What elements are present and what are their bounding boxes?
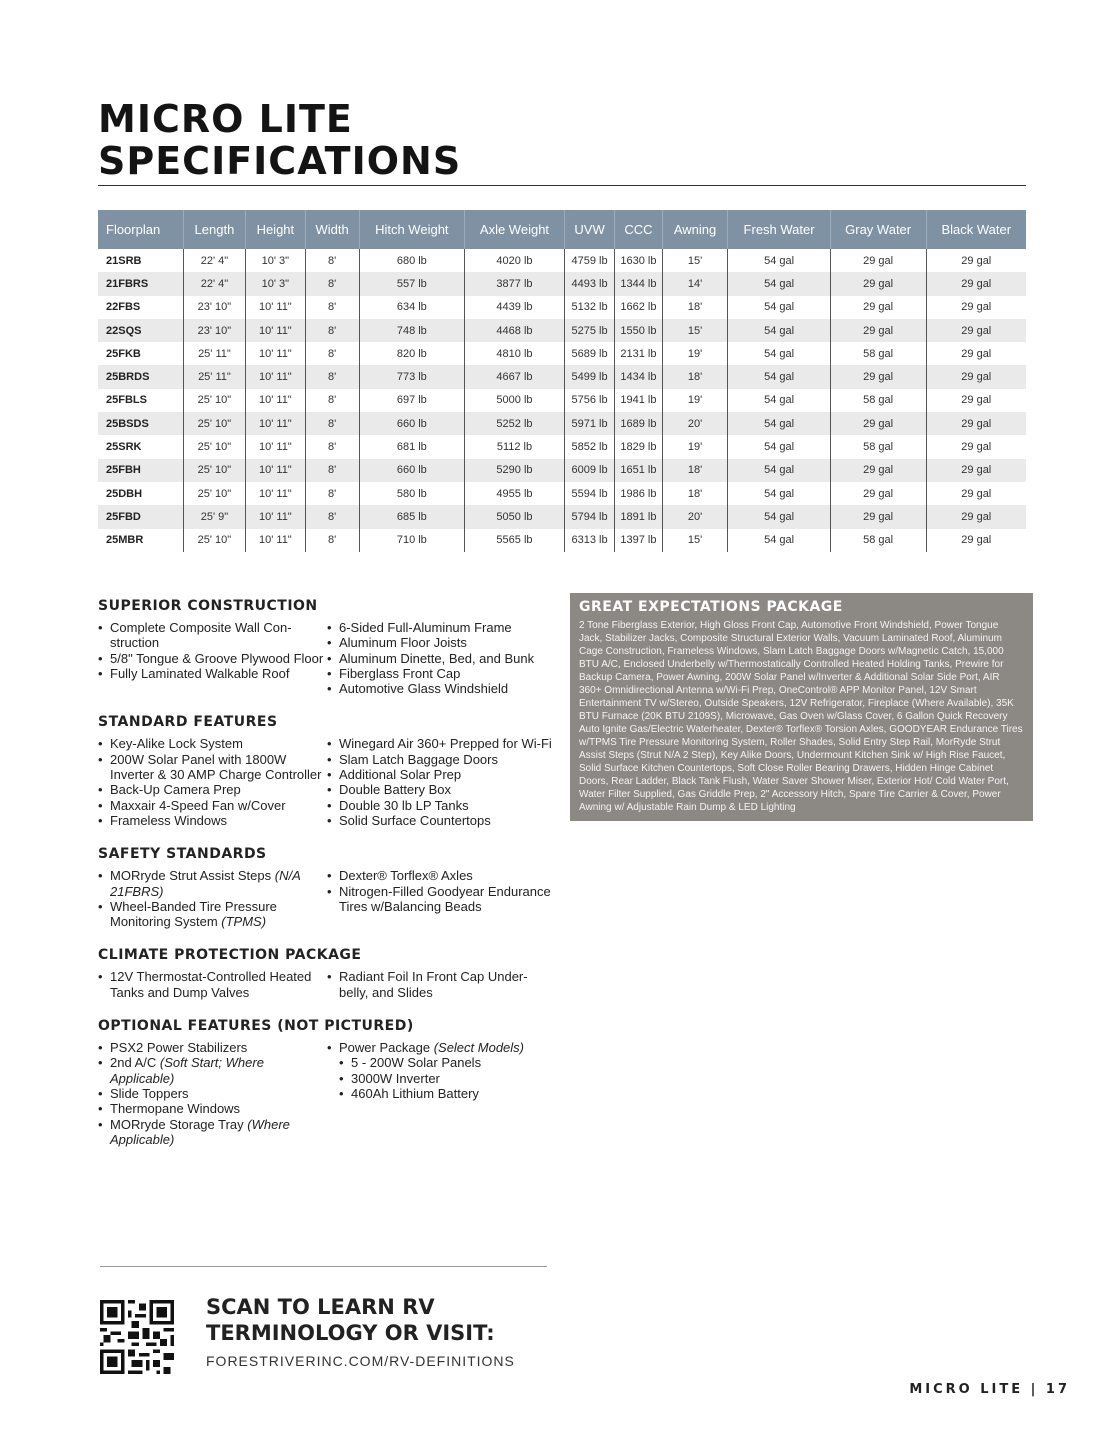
table-cell: 681 lb bbox=[359, 435, 464, 458]
list-item: • Slam Latch Baggage Doors bbox=[327, 752, 553, 767]
floorplan-cell: 25BRDS bbox=[98, 365, 183, 388]
table-cell: 634 lb bbox=[359, 296, 464, 319]
superior-construction-list bbox=[98, 620, 553, 696]
list-item: • Solid Surface Countertops bbox=[327, 813, 553, 828]
table-cell: 820 lb bbox=[359, 342, 464, 365]
table-cell: 29 gal bbox=[830, 272, 926, 295]
item-text: Power Package bbox=[339, 1040, 431, 1056]
table-cell: 54 gal bbox=[728, 249, 830, 272]
table-cell: 29 gal bbox=[926, 296, 1026, 319]
table-cell: 29 gal bbox=[926, 505, 1026, 528]
table-cell: 10' 11" bbox=[246, 296, 306, 319]
table-cell: 54 gal bbox=[728, 435, 830, 458]
table-cell: 18' bbox=[662, 365, 728, 388]
table-cell: 29 gal bbox=[926, 249, 1026, 272]
table-row bbox=[98, 365, 1026, 388]
table-cell: 1662 lb bbox=[615, 296, 663, 319]
list-item: • Radiant Foil In Front Cap Under- belly, and Slides bbox=[327, 969, 553, 1000]
table-cell: 54 gal bbox=[728, 296, 830, 319]
table-cell: 10' 3" bbox=[246, 249, 306, 272]
table-cell: 54 gal bbox=[728, 342, 830, 365]
climate-protection-heading: CLIMATE PROTECTION PACKAGE bbox=[98, 947, 362, 964]
list-item bbox=[98, 1117, 327, 1148]
table-cell: 660 lb bbox=[359, 412, 464, 435]
table-cell: 685 lb bbox=[359, 505, 464, 528]
table-cell: 1941 lb bbox=[615, 389, 663, 412]
table-cell: 29 gal bbox=[926, 389, 1026, 412]
table-cell: 23' 10" bbox=[183, 296, 245, 319]
table-cell: 25' 10" bbox=[183, 412, 245, 435]
table-header-row bbox=[98, 210, 1026, 249]
list-item: • Frameless Windows bbox=[98, 813, 327, 828]
table-cell: 5050 lb bbox=[465, 505, 565, 528]
table-cell: 29 gal bbox=[926, 342, 1026, 365]
table-cell: 25' 10" bbox=[183, 389, 245, 412]
table-cell: 5275 lb bbox=[564, 319, 614, 342]
list-item: • Winegard Air 360+ Prepped for Wi-Fi bbox=[327, 736, 553, 751]
column-header: Length bbox=[183, 210, 245, 249]
list-item: • Aluminum Dinette, Bed, and Bunk bbox=[327, 651, 553, 666]
table-cell: 5290 lb bbox=[465, 459, 565, 482]
item-text: MORryde Strut Assist Steps bbox=[110, 868, 272, 884]
table-cell: 2131 lb bbox=[615, 342, 663, 365]
table-cell: 557 lb bbox=[359, 272, 464, 295]
table-cell: 54 gal bbox=[728, 389, 830, 412]
column-header: Fresh Water bbox=[728, 210, 830, 249]
table-cell: 58 gal bbox=[830, 529, 926, 552]
list-item: • Complete Composite Wall Con- struction bbox=[98, 620, 327, 651]
table-row bbox=[98, 249, 1026, 272]
list-item: • Automotive Glass Windshield bbox=[327, 681, 553, 696]
table-cell: 5689 lb bbox=[564, 342, 614, 365]
list-item: • Fully Laminated Walkable Roof bbox=[98, 666, 327, 681]
definitions-link[interactable]: FORESTRIVERINC.COM/RV-DEFINITIONS bbox=[206, 1353, 515, 1369]
table-cell: 5565 lb bbox=[465, 529, 565, 552]
list-item: • Thermopane Windows bbox=[98, 1101, 327, 1116]
list-item bbox=[327, 1040, 553, 1055]
table-cell: 25' 11" bbox=[183, 365, 245, 388]
table-cell: 29 gal bbox=[926, 412, 1026, 435]
floorplan-cell: 25SRK bbox=[106, 441, 142, 454]
list-item: • Aluminum Floor Joists bbox=[327, 635, 553, 650]
page-folio: MICRO LITE | 17 bbox=[909, 1382, 1070, 1397]
table-cell: 54 gal bbox=[728, 482, 830, 505]
list-item: • Dexter® Torflex® Axles bbox=[327, 868, 553, 883]
table-cell: 6009 lb bbox=[564, 459, 614, 482]
table-cell: 22' 4" bbox=[183, 272, 245, 295]
floorplan-cell: 25FBH bbox=[98, 459, 183, 482]
table-cell: 29 gal bbox=[830, 296, 926, 319]
list-item: • Fiberglass Front Cap bbox=[327, 666, 553, 681]
title-line-1: MICRO LITE bbox=[98, 97, 353, 141]
list-item: • 5/8" Tongue & Groove Plywood Floor bbox=[98, 651, 327, 666]
table-cell: 10' 11" bbox=[246, 529, 306, 552]
table-cell: 18' bbox=[662, 459, 728, 482]
table-row bbox=[98, 272, 1026, 295]
floorplan-cell: 25FBLS bbox=[106, 394, 147, 407]
table-cell: 8' bbox=[305, 296, 359, 319]
table-row bbox=[98, 389, 1026, 412]
table-cell: 1986 lb bbox=[615, 482, 663, 505]
table-cell: 15' bbox=[662, 529, 728, 552]
floorplan-cell: 21SRB bbox=[106, 254, 142, 267]
table-cell: 5499 lb bbox=[564, 365, 614, 388]
table-cell: 10' 11" bbox=[246, 482, 306, 505]
table-cell: 1434 lb bbox=[615, 365, 663, 388]
table-cell: 25' 9" bbox=[183, 505, 245, 528]
table-cell: 29 gal bbox=[926, 319, 1026, 342]
features-column bbox=[98, 598, 553, 1147]
table-cell: 20' bbox=[662, 412, 728, 435]
title-line-2: SPECIFICATIONS bbox=[98, 139, 462, 183]
table-cell: 19' bbox=[662, 342, 728, 365]
table-row bbox=[98, 342, 1026, 365]
table-cell: 58 gal bbox=[830, 435, 926, 458]
table-cell: 8' bbox=[305, 365, 359, 388]
standard-features-heading: STANDARD FEATURES bbox=[98, 714, 278, 731]
scan-heading bbox=[206, 1294, 495, 1346]
table-cell: 4667 lb bbox=[465, 365, 565, 388]
item-text: Wheel-Banded Tire Pressure Monitoring System bbox=[110, 898, 277, 930]
list-item: • 6-Sided Full-Aluminum Frame bbox=[327, 620, 553, 635]
table-cell: 8' bbox=[305, 389, 359, 412]
column-header: Awning bbox=[662, 210, 728, 249]
item-note: (TPMS) bbox=[221, 914, 267, 930]
table-cell: 25' 10" bbox=[183, 459, 245, 482]
table-cell: 19' bbox=[662, 435, 728, 458]
table-cell: 5594 lb bbox=[564, 482, 614, 505]
table-cell: 5252 lb bbox=[465, 412, 565, 435]
column-header: Hitch Weight bbox=[359, 210, 464, 249]
floorplan-cell: 22FBS bbox=[106, 301, 141, 314]
table-cell: 29 gal bbox=[830, 505, 926, 528]
list-item: • 200W Solar Panel with 1800W Inverter & 30 AMP Charge Controller bbox=[98, 752, 327, 783]
table-cell: 15' bbox=[662, 319, 728, 342]
table-cell: 29 gal bbox=[926, 365, 1026, 388]
table-cell: 22' 4" bbox=[183, 249, 245, 272]
sub-list-item: • 460Ah Lithium Battery bbox=[327, 1086, 553, 1101]
table-row bbox=[98, 505, 1026, 528]
table-cell: 10' 11" bbox=[246, 435, 306, 458]
table-row bbox=[98, 412, 1026, 435]
table-cell: 1891 lb bbox=[615, 505, 663, 528]
item-text: MORryde Storage Tray bbox=[110, 1116, 244, 1132]
column-header: Axle Weight bbox=[465, 210, 565, 249]
table-cell: 1550 lb bbox=[615, 319, 663, 342]
list-item: • Nitrogen-Filled Goodyear Endurance Tires w/Balancing Beads bbox=[327, 884, 553, 915]
table-cell: 8' bbox=[305, 505, 359, 528]
table-cell: 54 gal bbox=[728, 412, 830, 435]
table-cell: 14' bbox=[662, 272, 728, 295]
scan-heading-line-2: TERMINOLOGY OR VISIT: bbox=[206, 1321, 495, 1345]
list-item bbox=[98, 1055, 327, 1086]
table-cell: 4439 lb bbox=[465, 296, 565, 319]
table-cell: 29 gal bbox=[830, 482, 926, 505]
list-item: • Slide Toppers bbox=[98, 1086, 327, 1101]
sub-list-item: • 3000W Inverter bbox=[327, 1071, 553, 1086]
table-cell: 29 gal bbox=[830, 319, 926, 342]
table-cell: 8' bbox=[305, 412, 359, 435]
table-cell: 1651 lb bbox=[615, 459, 663, 482]
floorplan-cell: 25FBD bbox=[98, 505, 183, 528]
table-cell: 10' 11" bbox=[246, 342, 306, 365]
table-cell: 773 lb bbox=[359, 365, 464, 388]
table-cell: 680 lb bbox=[359, 249, 464, 272]
table-cell: 1630 lb bbox=[615, 249, 663, 272]
table-cell: 6313 lb bbox=[564, 529, 614, 552]
list-item: • Maxxair 4-Speed Fan w/Cover bbox=[98, 798, 327, 813]
list-item: • Double 30 lb LP Tanks bbox=[327, 798, 553, 813]
column-header: Width bbox=[305, 210, 359, 249]
column-header: UVW bbox=[564, 210, 614, 249]
table-cell: 5794 lb bbox=[564, 505, 614, 528]
table-cell: 29 gal bbox=[926, 272, 1026, 295]
table-cell: 5852 lb bbox=[564, 435, 614, 458]
floorplan-cell: 25MBR bbox=[106, 534, 144, 547]
table-cell: 4759 lb bbox=[564, 249, 614, 272]
table-cell: 54 gal bbox=[728, 459, 830, 482]
table-cell: 4468 lb bbox=[465, 319, 565, 342]
table-cell: 1397 lb bbox=[615, 529, 663, 552]
list-item: • Double Battery Box bbox=[327, 782, 553, 797]
table-cell: 4493 lb bbox=[564, 272, 614, 295]
table-cell: 5132 lb bbox=[564, 296, 614, 319]
table-cell: 5112 lb bbox=[465, 435, 565, 458]
table-cell: 29 gal bbox=[830, 412, 926, 435]
table-cell: 710 lb bbox=[359, 529, 464, 552]
table-cell: 54 gal bbox=[728, 365, 830, 388]
table-cell: 8' bbox=[305, 435, 359, 458]
table-row bbox=[98, 529, 1026, 552]
item-note: (Select Models) bbox=[433, 1040, 524, 1056]
table-cell: 3877 lb bbox=[465, 272, 565, 295]
table-cell: 25' 10" bbox=[183, 435, 245, 458]
column-header: CCC bbox=[615, 210, 663, 249]
table-cell: 23' 10" bbox=[183, 319, 245, 342]
table-cell: 5000 lb bbox=[465, 389, 565, 412]
table-cell: 8' bbox=[305, 342, 359, 365]
table-cell: 29 gal bbox=[926, 529, 1026, 552]
footer-divider bbox=[100, 1266, 547, 1267]
table-cell: 8' bbox=[305, 529, 359, 552]
table-cell: 20' bbox=[662, 505, 728, 528]
table-row bbox=[98, 296, 1026, 319]
table-cell: 19' bbox=[662, 389, 728, 412]
table-cell: 1344 lb bbox=[615, 272, 663, 295]
item-note: (Where Applicable) bbox=[110, 1116, 290, 1147]
great-expectations-package-box bbox=[570, 593, 1033, 821]
table-cell: 25' 11" bbox=[183, 342, 245, 365]
table-cell: 18' bbox=[662, 296, 728, 319]
list-item: • Back-Up Camera Prep bbox=[98, 782, 327, 797]
item-text: 2nd A/C bbox=[110, 1055, 157, 1071]
table-cell: 10' 11" bbox=[246, 365, 306, 388]
climate-protection-list bbox=[98, 969, 553, 1000]
floorplan-cell: 25DBH bbox=[106, 487, 143, 500]
table-row bbox=[98, 482, 1026, 505]
floorplan-cell: 22SQS bbox=[98, 319, 183, 342]
superior-construction-heading: SUPERIOR CONSTRUCTION bbox=[98, 598, 318, 614]
list-item: • Additional Solar Prep bbox=[327, 767, 553, 782]
table-cell: 8' bbox=[305, 319, 359, 342]
list-item bbox=[98, 899, 327, 930]
table-cell: 15' bbox=[662, 249, 728, 272]
item-note: (Soft Start; Where Applicable) bbox=[110, 1055, 264, 1086]
qr-code-icon[interactable] bbox=[100, 1300, 174, 1374]
sub-list-item: • 5 - 200W Solar Panels bbox=[327, 1055, 553, 1070]
table-cell: 10' 11" bbox=[246, 319, 306, 342]
list-item: • 12V Thermostat-Controlled Heated Tanks and Dump Valves bbox=[98, 969, 327, 1000]
table-cell: 10' 3" bbox=[246, 272, 306, 295]
table-cell: 5971 lb bbox=[564, 412, 614, 435]
title-divider bbox=[98, 185, 1026, 186]
table-row bbox=[98, 319, 1026, 342]
table-cell: 54 gal bbox=[728, 272, 830, 295]
table-cell: 29 gal bbox=[830, 249, 926, 272]
optional-features-list bbox=[98, 1040, 553, 1147]
column-header: Black Water bbox=[926, 210, 1026, 249]
table-cell: 25' 10" bbox=[183, 482, 245, 505]
optional-features-heading: OPTIONAL FEATURES (NOT PICTURED) bbox=[98, 1018, 414, 1035]
table-cell: 29 gal bbox=[926, 482, 1026, 505]
table-cell: 10' 11" bbox=[246, 459, 306, 482]
table-cell: 4955 lb bbox=[465, 482, 565, 505]
table-cell: 29 gal bbox=[830, 459, 926, 482]
table-cell: 29 gal bbox=[926, 435, 1026, 458]
safety-standards-heading: SAFETY STANDARDS bbox=[98, 846, 267, 863]
table-cell: 8' bbox=[305, 459, 359, 482]
floorplan-cell: 21FBRS bbox=[98, 272, 183, 295]
column-header: Height bbox=[246, 210, 306, 249]
standard-features-list bbox=[98, 736, 553, 828]
item-note: (N/A 21FBRS) bbox=[110, 868, 301, 899]
column-header: Floorplan bbox=[98, 210, 183, 249]
table-cell: 5756 lb bbox=[564, 389, 614, 412]
table-row bbox=[98, 459, 1026, 482]
specifications-table bbox=[98, 210, 1026, 552]
floorplan-cell: 25FKB bbox=[106, 347, 141, 360]
table-cell: 4810 lb bbox=[465, 342, 565, 365]
floorplan-cell: 25BSDS bbox=[98, 412, 183, 435]
table-cell: 1829 lb bbox=[615, 435, 663, 458]
list-item: • PSX2 Power Stabilizers bbox=[98, 1040, 327, 1055]
package-title: GREAT EXPECTATIONS PACKAGE bbox=[579, 599, 843, 615]
table-cell: 29 gal bbox=[830, 365, 926, 388]
package-body: 2 Tone Fiberglass Exterior, High Gloss Front Cap, Automotive Front Windshield, Power Tongue Jack, Stabilizer Jacks, Composite Structural Exterior Walls, Vacuum Laminated Roof, Aluminum Cage Construction, Frameless Windows, Slam Latch Baggage Doors w/Magnetic Catch, 15,000 BTU A/C, Enclosed Underbelly w/Thermostatically Controlled Heated Holding Tanks, Prewire for Backup Camera, Power Awning, 200W Solar Panel w/Inverter & Additional Solar Side Port, AIR 360+ Omnidirectional Antenna w/Wi-Fi Prep, OneControl® APP Monitor Panel, 12V Smart Entertainment TV w/Stereo, Outside Speakers, 12V Refrigerator, Fireplace (Where Available), 35K BTU Furnace (20K BTU 2109S), Microwave, Gas Oven w/Glass Cover, 6 Gallon Quick Recovery Auto Ignite Gas/Electric Waterheater, Dexter® Torflex® Torsion Axles, GOODYEAR Endurance Tires w/TPMS Tire Pressure Monitoring System, Roller Shades, Solid Entry Step Rail, MorRyde Strut Assist Steps (Strut N/A 2 Step), Key Alike Doors, Undermount Kitchen Sink w/ High Rise Faucet, Solid Surface Kitchen Countertops, Soft Close Roller Bearing Drawers, Hidden Hinge Cabinet Doors, Rear Ladder, Black Tank Flush, Water Saver Shower Miser, Exterior Hot/ Cold Water Port, Water Filter Supplied, Gas Griddle Prep, 2" Accessory Hitch, Spare Tire Carrier & Cover, Power Awning w/ Adjustable Rain Dump & LED Lighting bbox=[579, 620, 1023, 813]
table-cell: 54 gal bbox=[728, 505, 830, 528]
table-cell: 8' bbox=[305, 249, 359, 272]
table-cell: 10' 11" bbox=[246, 412, 306, 435]
table-row bbox=[98, 435, 1026, 458]
table-cell: 58 gal bbox=[830, 342, 926, 365]
table-cell: 4020 lb bbox=[465, 249, 565, 272]
table-cell: 1689 lb bbox=[615, 412, 663, 435]
table-cell: 580 lb bbox=[359, 482, 464, 505]
table-cell: 54 gal bbox=[728, 319, 830, 342]
table-cell: 10' 11" bbox=[246, 389, 306, 412]
table-cell: 58 gal bbox=[830, 389, 926, 412]
table-cell: 660 lb bbox=[359, 459, 464, 482]
table-cell: 10' 11" bbox=[246, 505, 306, 528]
scan-heading-line-1: SCAN TO LEARN RV bbox=[206, 1295, 435, 1319]
safety-standards-list bbox=[98, 868, 553, 929]
page-title bbox=[98, 98, 461, 182]
table-cell: 25' 10" bbox=[183, 529, 245, 552]
table-cell: 54 gal bbox=[728, 529, 830, 552]
table-cell: 29 gal bbox=[926, 459, 1026, 482]
table-cell: 18' bbox=[662, 482, 728, 505]
table-cell: 8' bbox=[305, 272, 359, 295]
list-item: • Key-Alike Lock System bbox=[98, 736, 327, 751]
column-header: Gray Water bbox=[830, 210, 926, 249]
list-item bbox=[98, 868, 327, 899]
table-cell: 748 lb bbox=[359, 319, 464, 342]
table-cell: 697 lb bbox=[359, 389, 464, 412]
table-cell: 8' bbox=[305, 482, 359, 505]
table-body bbox=[98, 249, 1026, 552]
